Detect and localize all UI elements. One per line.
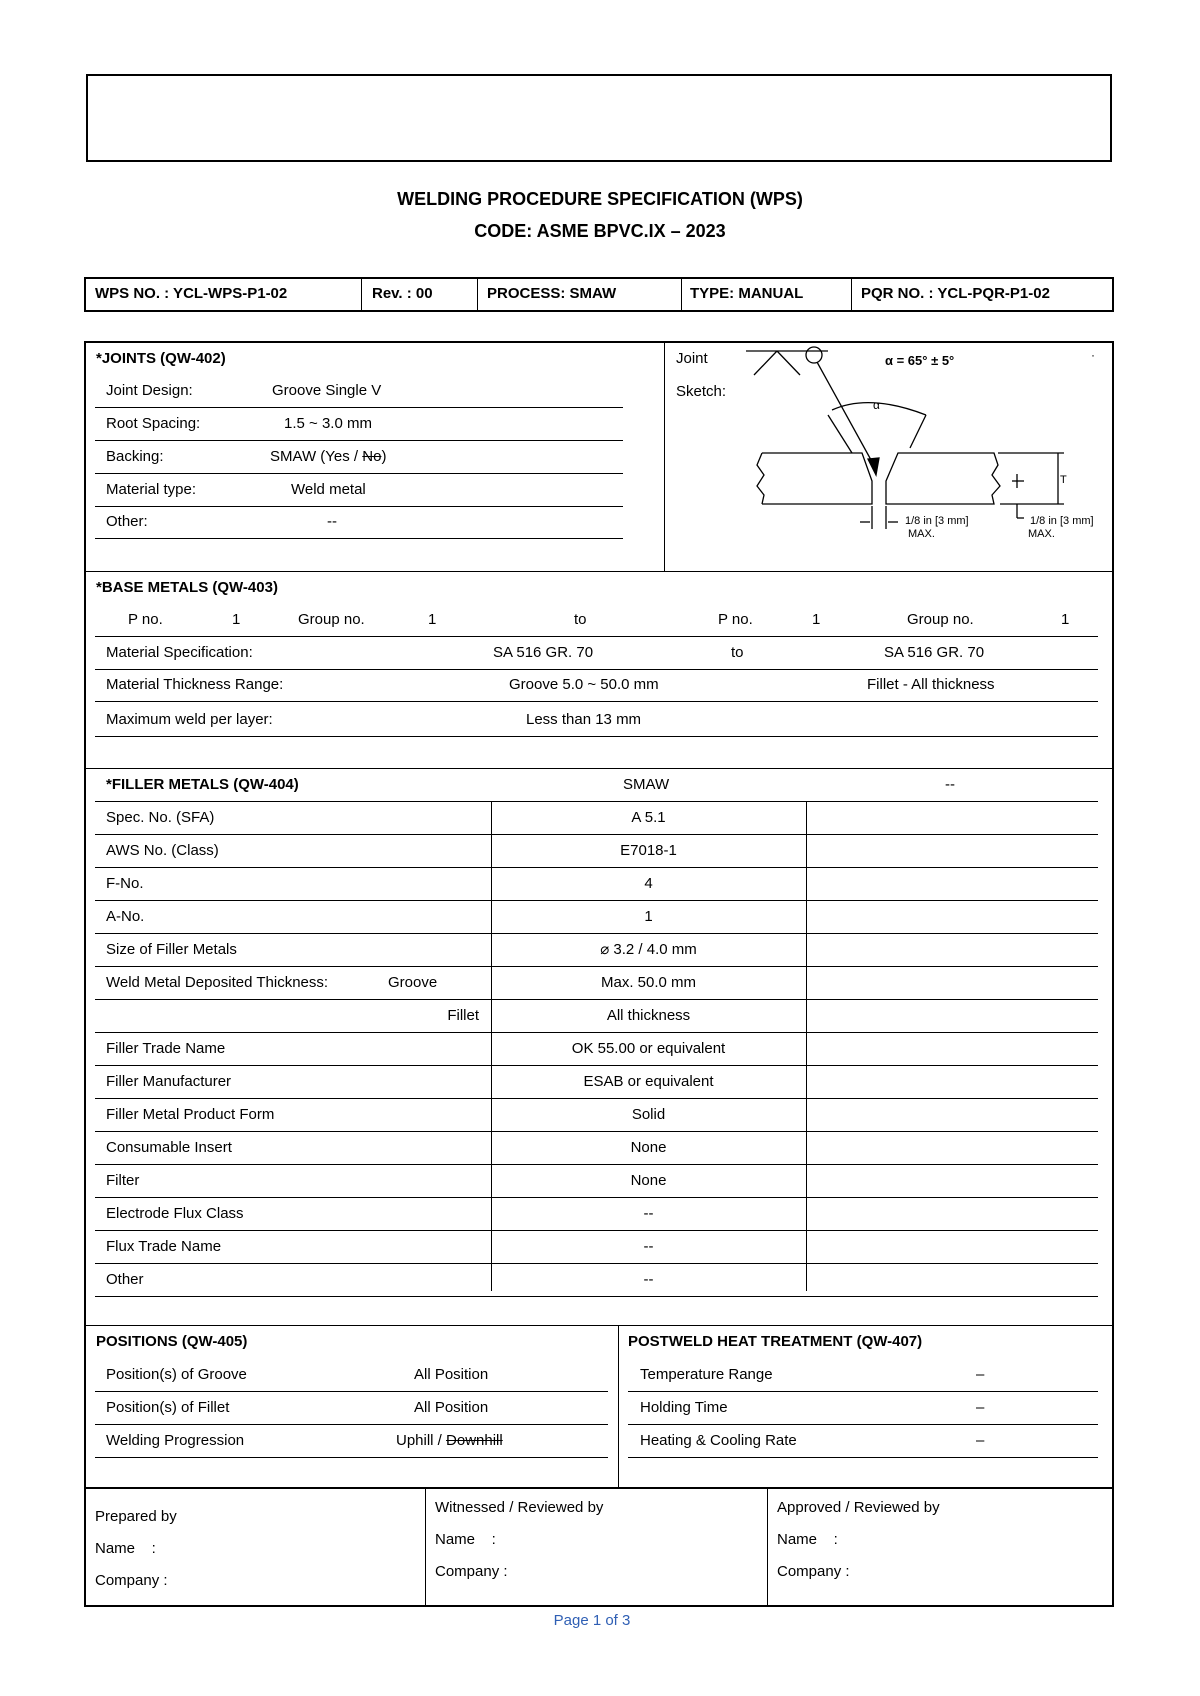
- filler-row-rule: [95, 1197, 1098, 1198]
- filler-row-label: Electrode Flux Class: [106, 1205, 244, 1222]
- filler-row-label: A-No.: [106, 908, 145, 925]
- filler-row-value: ESAB or equivalent: [583, 1073, 714, 1090]
- witnessed-by-company: Company :: [435, 1563, 508, 1580]
- pqr-number: PQR NO. : YCL-PQR-P1-02: [861, 285, 1050, 302]
- group-no-value: 1: [428, 611, 437, 628]
- filler-row-value: --: [643, 1238, 654, 1255]
- sketch-gap-label: 1/8 in [3 mm]: [905, 515, 969, 527]
- filler-row-rule: [95, 1032, 1098, 1033]
- p-no-value: 1: [232, 611, 241, 628]
- filler-heading: *FILLER METALS (QW-404): [106, 776, 299, 793]
- filler-row-rule: [95, 1065, 1098, 1066]
- backing-value: SMAW (Yes / No): [270, 448, 387, 465]
- filler-row-value: None: [630, 1139, 667, 1156]
- filler-row-label: Filter: [106, 1172, 140, 1189]
- filler-row-label: Size of Filler Metals: [106, 941, 237, 958]
- approved-by-name: Name :: [777, 1531, 838, 1548]
- prepared-by-company: Company :: [95, 1572, 168, 1589]
- p-no-2-label: P no.: [718, 611, 753, 628]
- pwht-heading: POSTWELD HEAT TREATMENT (QW-407): [628, 1333, 923, 1350]
- sketch-alpha: α: [873, 398, 880, 412]
- material-spec-2: SA 516 GR. 70: [884, 644, 985, 661]
- document-code: CODE: ASME BPVC.IX – 2023: [474, 221, 726, 241]
- thickness-range-label: Material Thickness Range:: [106, 676, 284, 693]
- filler-row-rule: [95, 867, 1098, 868]
- material-spec-to: to: [731, 644, 744, 661]
- group-no-label: Group no.: [298, 611, 365, 628]
- pwht-rate-label: Heating & Cooling Rate: [640, 1432, 797, 1449]
- sketch-thickness: T: [1060, 474, 1067, 486]
- corner-mark: ·: [1091, 348, 1095, 362]
- pwht-rate-value: –: [976, 1432, 985, 1449]
- filler-row-label: Flux Trade Name: [106, 1238, 222, 1255]
- witnessed-by-title: Witnessed / Reviewed by: [435, 1499, 604, 1516]
- filler-row-label: Filler Metal Product Form: [106, 1106, 275, 1123]
- thickness-range-groove: Groove 5.0 ~ 50.0 mm: [509, 676, 659, 693]
- groove-angle: α = 65° ± 5°: [885, 353, 955, 368]
- position-fillet-label: Position(s) of Fillet: [106, 1399, 230, 1416]
- filler-col-2: --: [945, 776, 955, 793]
- document-title: WELDING PROCEDURE SPECIFICATION (WPS): [397, 189, 803, 209]
- filler-row-rule: [95, 1263, 1098, 1264]
- filler-row-label: F-No.: [106, 875, 144, 892]
- filler-row-value: OK 55.00 or equivalent: [571, 1040, 726, 1057]
- filler-row-rule: [95, 1098, 1098, 1099]
- filler-row-value: 1: [644, 908, 653, 925]
- filler-row-label: Filler Manufacturer: [106, 1073, 232, 1090]
- filler-row-sublabel: Fillet: [447, 1007, 479, 1024]
- joint-design-value: Groove Single V: [272, 382, 382, 399]
- joint-other-value: --: [327, 513, 337, 530]
- filler-row-rule: [95, 1131, 1098, 1132]
- joint-other-label: Other:: [106, 513, 148, 530]
- welding-progression-value: Uphill / Downhill: [396, 1432, 503, 1449]
- material-type-label: Material type:: [106, 481, 197, 498]
- sketch-land-label: 1/8 in [3 mm]: [1030, 515, 1094, 527]
- filler-row-value: None: [630, 1172, 667, 1189]
- filler-row-rule: [95, 900, 1098, 901]
- filler-row-label: Other: [106, 1271, 144, 1288]
- filler-col-smaw: SMAW: [623, 776, 670, 793]
- root-spacing-value: 1.5 ~ 3.0 mm: [284, 415, 372, 432]
- filler-row-value: 4: [644, 875, 653, 892]
- pwht-temp-label: Temperature Range: [640, 1366, 773, 1383]
- header-logo-box: [86, 74, 1112, 162]
- filler-row-rule: [95, 1164, 1098, 1165]
- filler-row-rule: [95, 966, 1098, 967]
- max-weld-layer-value: Less than 13 mm: [526, 711, 642, 728]
- filler-row-rule: [95, 1230, 1098, 1231]
- material-spec-label: Material Specification:: [106, 644, 253, 661]
- sketch-label-sketch: Sketch:: [676, 383, 727, 400]
- base-metals-heading: *BASE METALS (QW-403): [96, 579, 278, 596]
- group-no-2-label: Group no.: [907, 611, 974, 628]
- p-no-2-value: 1: [812, 611, 821, 628]
- joints-heading: *JOINTS (QW-402): [96, 350, 226, 367]
- position-groove-value: All Position: [414, 1366, 489, 1383]
- sketch-gap-max: MAX.: [908, 528, 935, 540]
- filler-row-value: A 5.1: [631, 809, 666, 826]
- prepared-by-title: Prepared by: [95, 1508, 177, 1525]
- filler-row-rule: [95, 1296, 1098, 1297]
- backing-label: Backing:: [106, 448, 164, 465]
- filler-row-value: --: [643, 1205, 654, 1222]
- witnessed-by-name: Name :: [435, 1531, 496, 1548]
- position-groove-label: Position(s) of Groove: [106, 1366, 247, 1383]
- filler-row-label: Weld Metal Deposited Thickness:: [106, 974, 329, 991]
- revision: Rev. : 00: [372, 285, 433, 302]
- filler-row-rule: [95, 834, 1098, 835]
- prepared-by-name: Name :: [95, 1540, 156, 1557]
- filler-row-label: Consumable Insert: [106, 1139, 232, 1156]
- filler-row-value: All thickness: [606, 1007, 691, 1024]
- positions-heading: POSITIONS (QW-405): [96, 1333, 248, 1350]
- filler-row-rule: [95, 999, 1098, 1000]
- pwht-holding-label: Holding Time: [640, 1399, 728, 1416]
- material-spec-1: SA 516 GR. 70: [493, 644, 594, 661]
- root-spacing-label: Root Spacing:: [106, 415, 201, 432]
- approved-by-company: Company :: [777, 1563, 850, 1580]
- position-fillet-value: All Position: [414, 1399, 489, 1416]
- pwht-holding-value: –: [976, 1399, 985, 1416]
- filler-row-value: Solid: [631, 1106, 666, 1123]
- p-no-label: P no.: [128, 611, 163, 628]
- type: TYPE: MANUAL: [690, 285, 804, 302]
- pwht-temp-value: –: [976, 1366, 985, 1383]
- welding-progression-label: Welding Progression: [106, 1432, 245, 1449]
- filler-row-sublabel: Groove: [388, 974, 438, 991]
- joint-design-label: Joint Design:: [106, 382, 193, 399]
- page-number: Page 1 of 3: [553, 1612, 631, 1629]
- sketch-label-joint: Joint: [676, 350, 708, 367]
- process: PROCESS: SMAW: [487, 285, 617, 302]
- thickness-range-fillet: Fillet - All thickness: [867, 676, 995, 693]
- filler-row-label: Filler Trade Name: [106, 1040, 226, 1057]
- p-no-to: to: [574, 611, 587, 628]
- filler-row-label: Spec. No. (SFA): [106, 809, 215, 826]
- filler-row-rule: [95, 933, 1098, 934]
- filler-row-value: --: [643, 1271, 654, 1288]
- material-type-value: Weld metal: [291, 481, 366, 498]
- group-no-2-value: 1: [1061, 611, 1070, 628]
- max-weld-layer-label: Maximum weld per layer:: [106, 711, 273, 728]
- filler-row-value: Max. 50.0 mm: [600, 974, 697, 991]
- filler-row-value: E7018-1: [620, 842, 677, 859]
- sketch-land-max: MAX.: [1028, 528, 1055, 540]
- wps-number: WPS NO. : YCL-WPS-P1-02: [95, 285, 288, 302]
- filler-row-label: AWS No. (Class): [106, 842, 219, 859]
- filler-row-value: ⌀ 3.2 / 4.0 mm: [600, 941, 697, 958]
- approved-by-title: Approved / Reviewed by: [777, 1499, 940, 1516]
